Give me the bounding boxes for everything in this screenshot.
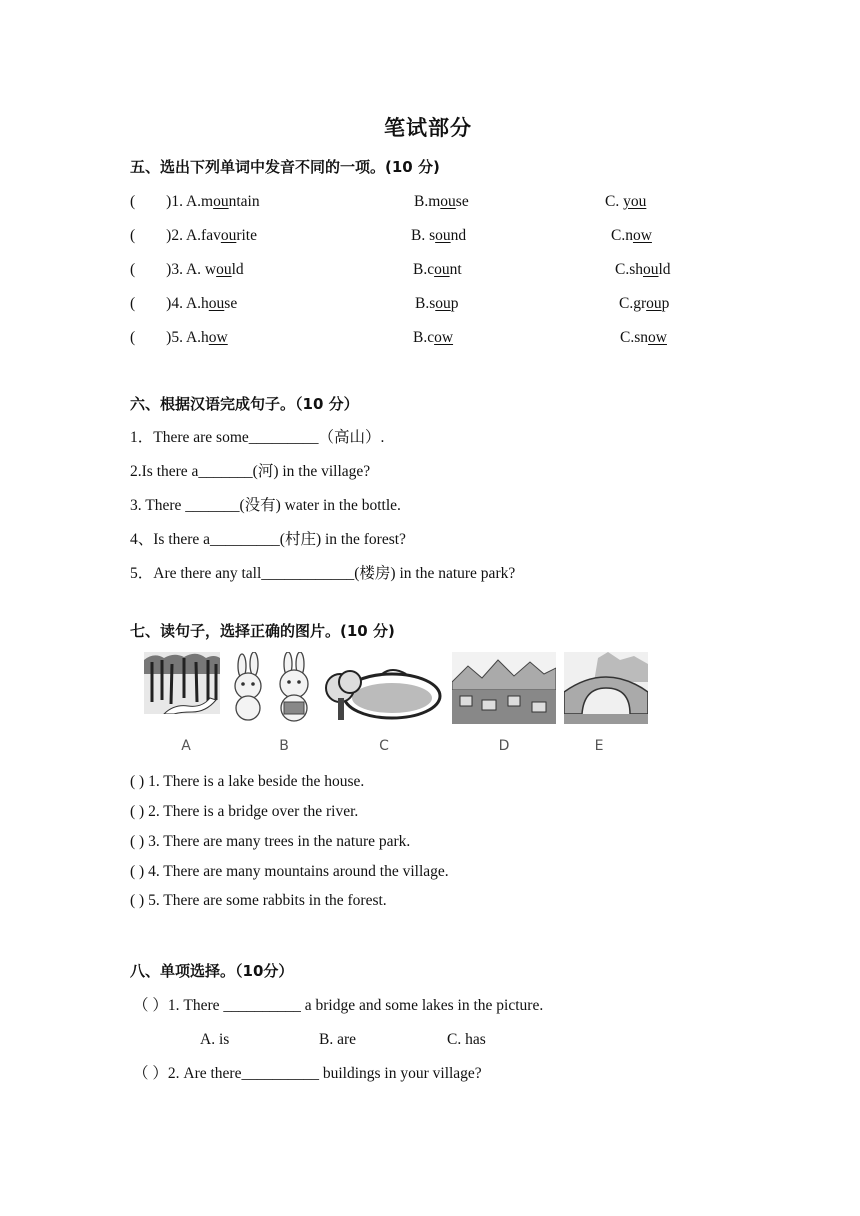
picture-label-c: C [379,738,389,754]
question-number: ( )4. A. [130,295,202,312]
section-6-item: 1．There are some_________（高山）. [130,429,385,446]
option-a: would [204,261,244,278]
page-title: 笔试部分 [384,116,472,140]
q1-option-b: B. are [319,1031,357,1048]
section-7-item: ( ) 1. There is a lake beside the house. [130,773,365,790]
option-b-cell [413,328,453,348]
picture-label-a: A [181,738,191,754]
picture-label-e: E [594,738,604,754]
section-7-heading: 七、读句子，选择正确的图片。(10 分) [130,622,395,640]
section-7-item: ( ) 5. There are some rabbits in the forest. [130,892,387,909]
question-number: ( )2. A. [130,227,202,244]
section-6-heading: 六、根据汉语完成句子。（10 分） [130,395,359,413]
section-8-heading: 八、单项选择。（10分） [130,962,294,980]
section-5-question [130,192,260,212]
option-c: C.now [611,227,652,244]
option-c: C.snow [620,329,667,346]
option-c-cell [619,294,669,314]
section-7-item: ( ) 2. There is a bridge over the river. [130,803,359,820]
section-8-question-2: （ ）2. Are there__________ buildings in your village? [133,1065,482,1082]
option-a: mountain [201,193,260,210]
option-b: B.mouse [414,193,469,210]
option-b: B.count [413,261,462,278]
picture-strip [140,652,650,760]
option-b: B. sound [411,227,467,244]
option-b-cell [411,226,466,246]
question-number: ( )3. A. [130,261,205,278]
forest-picture [144,652,220,714]
section-6-item: 2.Is there a_______(河) in the village? [130,463,371,480]
option-c-cell [615,260,671,280]
section-5-question [130,260,244,280]
q1-option-a: A. is [200,1031,230,1048]
bridge-picture [564,652,648,724]
section-5-question [130,226,257,246]
option-b-cell [415,294,459,314]
village-mountains-picture [452,652,556,724]
picture-label-d: D [498,738,510,754]
question-number: ( )5. A. [130,329,202,346]
section-8-question-1: （ ）1. There __________ a bridge and some lakes in the picture. [133,997,544,1014]
option-b-cell [414,192,469,212]
option-b: B.cow [413,329,454,346]
section-7-item: ( ) 3. There are many trees in the nature park. [130,833,411,850]
question-number: ( )1. A. [130,193,202,210]
section-6-item: 4、Is there a_________(村庄) in the forest? [130,531,406,548]
section-7-item: ( ) 4. There are many mountains around the village. [130,863,449,880]
option-c: C.group [619,295,670,312]
section-6-item: 3. There _______(没有) water in the bottle. [130,497,401,514]
option-c-cell [605,192,646,212]
rabbits-picture [228,652,320,724]
section-5-question [130,328,228,348]
q1-option-c: C. has [447,1031,486,1048]
section-6-item: 5．Are there any tall____________(楼房) in the nature park? [130,565,516,582]
picture-label-b: B [279,738,289,754]
section-5-question [130,294,237,314]
option-b-cell [413,260,462,280]
option-a: house [201,295,238,312]
option-a: favourite [201,227,257,244]
option-b: B.soup [415,295,459,312]
option-c-cell [620,328,667,348]
option-c: C. you [605,193,647,210]
option-c-cell [611,226,652,246]
option-c: C.should [615,261,671,278]
lake-picture [322,652,442,724]
option-a: how [201,329,228,346]
section-5-heading: 五、选出下列单词中发音不同的一项。(10 分) [130,158,440,176]
